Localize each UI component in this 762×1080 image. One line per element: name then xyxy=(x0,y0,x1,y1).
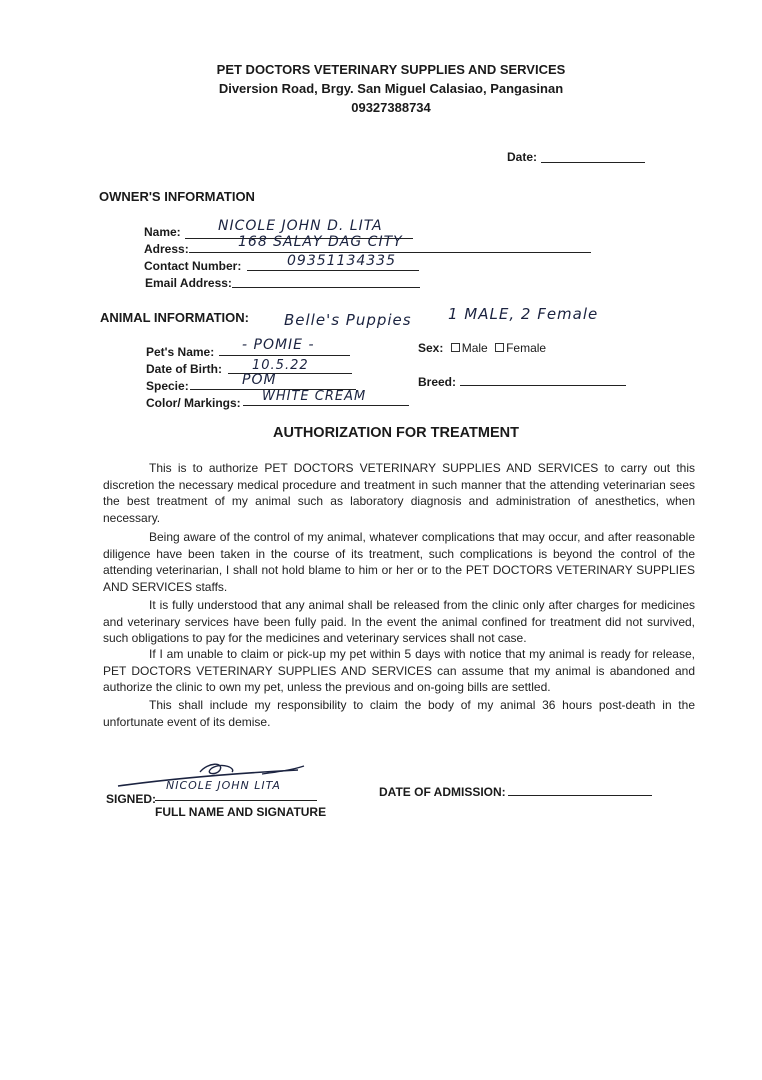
owner-section-title: OWNER'S INFORMATION xyxy=(99,189,255,204)
clinic-address: Diversion Road, Brgy. San Miguel Calasiao, Pangasinan xyxy=(218,81,564,96)
animal-section-title: ANIMAL INFORMATION: xyxy=(100,310,249,325)
specie-label: Specie: xyxy=(146,379,189,393)
specie-value: POM xyxy=(242,372,277,388)
date-label: Date: xyxy=(507,150,538,164)
authorization-title: AUTHORIZATION FOR TREATMENT xyxy=(273,425,519,441)
authorization-paragraph-5: This shall include my responsibility to claim the body of my animal 36 hours post-death in the unfortunate event of its demise. xyxy=(103,698,695,729)
dob-value: 10.5.22 xyxy=(252,358,309,373)
male-checkbox[interactable] xyxy=(451,343,460,352)
email-label: Email Address: xyxy=(145,276,232,290)
owner-address-value: 168 SALAY DAG CITY xyxy=(238,234,403,250)
admission-date-label: DATE OF ADMISSION: xyxy=(379,785,506,799)
clinic-phone: 09327388734 xyxy=(351,100,431,115)
color-value: WHITE CREAM xyxy=(262,389,367,404)
clinic-name: PET DOCTORS VETERINARY SUPPLIES AND SERVICES xyxy=(216,62,566,77)
litter-note: Belle's Puppies xyxy=(284,311,412,329)
contact-number-label: Contact Number: xyxy=(144,259,242,273)
contact-number-value: 09351134335 xyxy=(287,253,396,269)
color-label: Color/ Markings: xyxy=(146,396,241,410)
signed-name-value: NICOLE JOHN LITA xyxy=(166,779,281,792)
signature-caption: FULL NAME AND SIGNATURE xyxy=(155,805,327,819)
sex-label: Sex: xyxy=(418,341,444,355)
admission-date-field[interactable] xyxy=(508,795,652,796)
female-option-label: Female xyxy=(506,341,547,355)
pet-name-value: - POMIE - xyxy=(242,337,315,353)
signed-label: SIGNED: xyxy=(106,792,157,806)
color-field[interactable] xyxy=(243,405,409,406)
owner-address-label: Adress: xyxy=(144,242,189,256)
signature-field[interactable] xyxy=(155,800,317,801)
contact-number-field[interactable] xyxy=(247,270,419,271)
breed-field[interactable] xyxy=(460,385,626,386)
authorization-paragraph-4: If I am unable to claim or pick-up my pet within 5 days with notice that my animal is ready for release, PET DOCTORS VETERINARY SUPPLIES AND SERVICES can assume that my animal is abandoned and authorize the clinic to own my pet, unless the previous and on-going bills are settled. xyxy=(103,647,695,694)
email-field[interactable] xyxy=(232,287,420,288)
female-checkbox[interactable] xyxy=(495,343,504,352)
breed-label: Breed: xyxy=(418,375,457,389)
dob-label: Date of Birth: xyxy=(146,362,222,376)
male-option-label: Male xyxy=(461,341,488,355)
authorization-paragraph-1: This is to authorize PET DOCTORS VETERINARY SUPPLIES AND SERVICES to carry out this discretion the necessary medical procedure and treatment in such manner that the attending veterinarian sees the best treatment of my animal such as laboratory diagnosis and administration of anesthetics, when necessary. xyxy=(103,461,695,525)
date-field[interactable] xyxy=(541,162,645,163)
pet-name-label: Pet's Name: xyxy=(146,345,215,359)
pet-name-field[interactable] xyxy=(219,355,350,356)
sex-count-note: 1 MALE, 2 Female xyxy=(448,305,599,323)
authorization-paragraph-2: Being aware of the control of my animal, whatever complications that may occur, and after reasonable diligence have been taken in the course of its treatment, such complications is beyond the control of the attending veterinarian, I shall not hold blame to him or her or to the PET DOCTORS VETERINARY SUPPLIES AND SERVICES staffs. xyxy=(103,530,695,594)
owner-name-label: Name: xyxy=(144,225,181,239)
sex-row xyxy=(418,341,546,355)
owner-name-value: NICOLE JOHN D. LITA xyxy=(218,218,383,234)
authorization-paragraph-3: It is fully understood that any animal shall be released from the clinic only after charges for medicines and veterinary services have been fully paid. In the event the animal confined for treatment did not survived, such obligations to pay for the medicines and veterinary services shall not case. xyxy=(103,598,695,645)
